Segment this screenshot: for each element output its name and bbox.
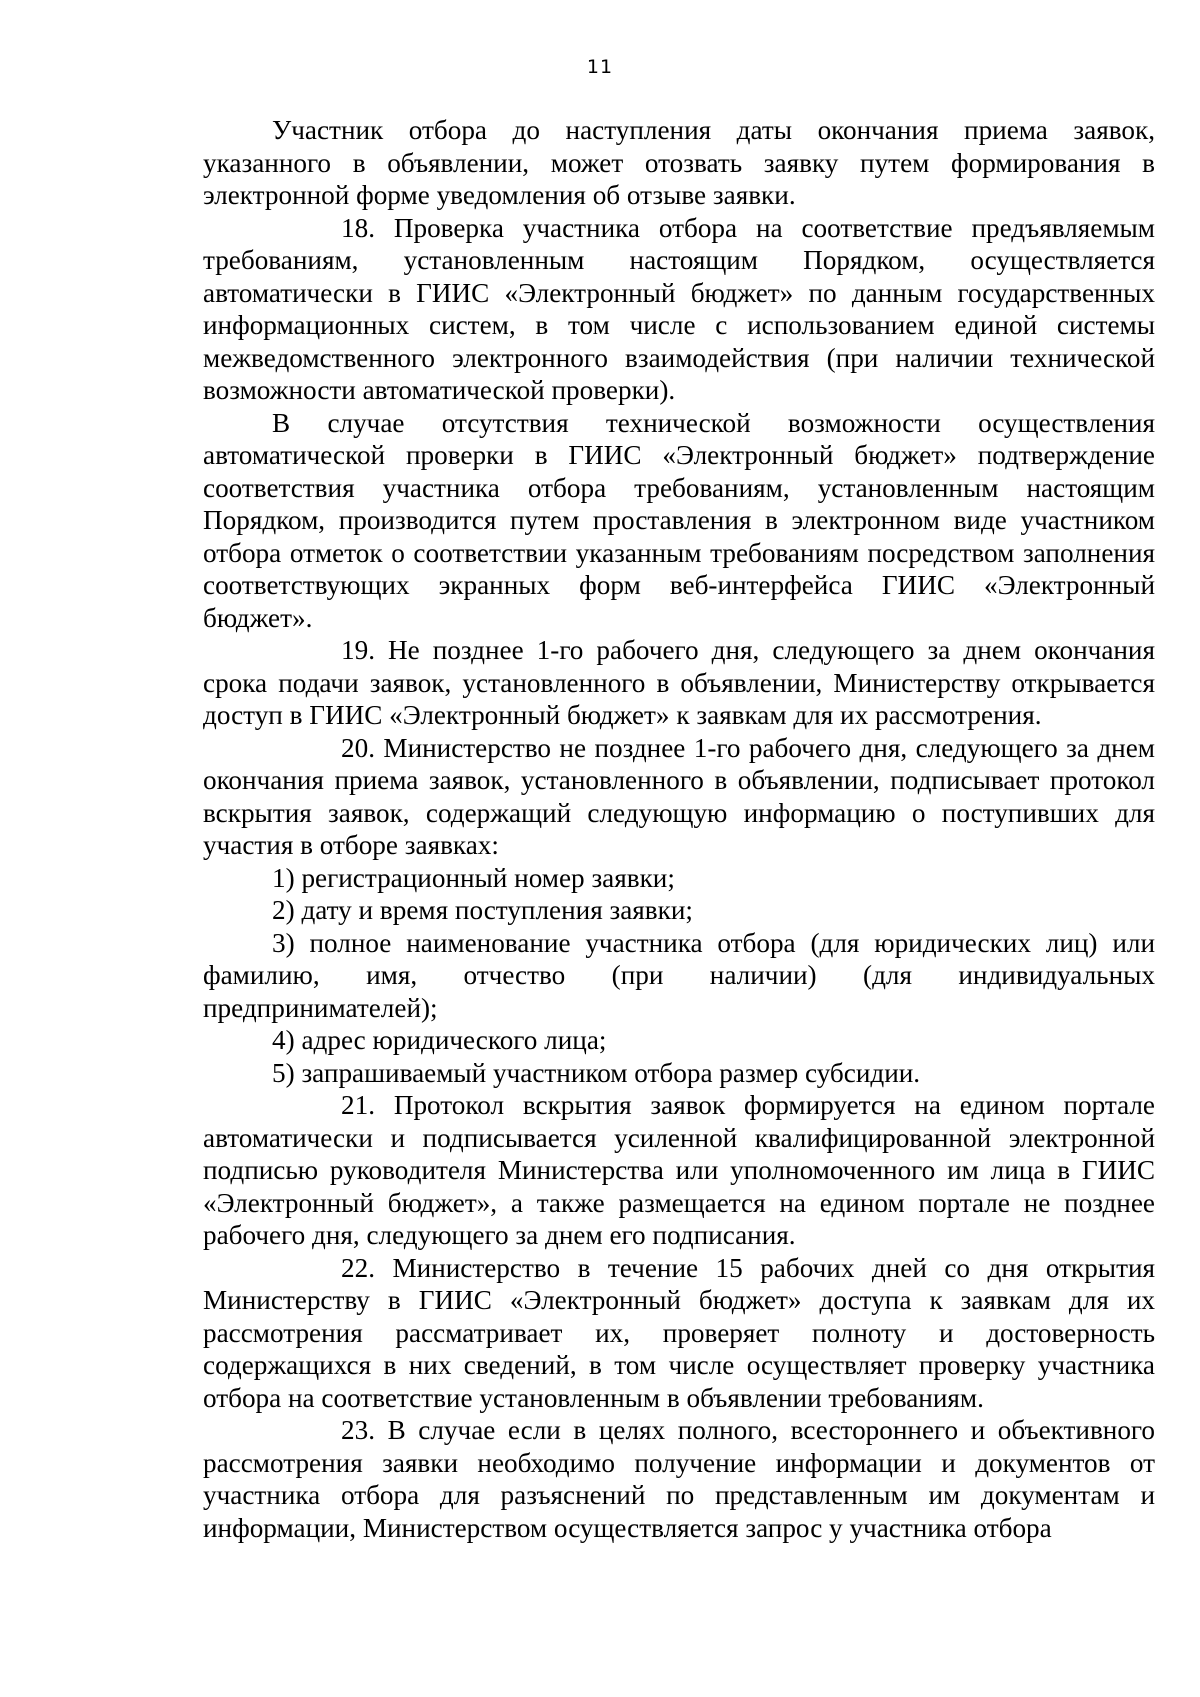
paragraph-text: Министерство не позднее 1-го рабочего дня, следующего за днем окончания приема заявок, установленного в объявлении, подписывает протокол вскрытия заявок, содержащий следующую информацию о поступивших для участия в отборе заявках: — [203, 732, 1155, 860]
paragraph-text: В случае если в целях полного, всестороннего и объективного рассмотрения заявки необходимо получение информации и документов от участника отбора для разъяснений по представленным им документам и информации, Министерством осуществляется запрос у участника отбора — [203, 1415, 1156, 1543]
list-item-text: 2) дату и время поступления заявки; — [272, 895, 693, 925]
list-item — [203, 894, 1155, 927]
paragraph — [203, 634, 1155, 732]
paragraph-text: Проверка участника отбора на соответствие предъявляемым требованиям, установленным настоящим Порядком, осуществляется автоматически в ГИИС «Электронный бюджет» по данным государственных информационных систем, в том числе с использованием единой системы межведомственного электронного взаимодействия (при наличии технической возможности автоматической проверки). — [203, 212, 1155, 405]
document-body — [203, 114, 1155, 1544]
list-item-text: 5) запрашиваемый участником отбора размер субсидии. — [272, 1057, 921, 1088]
list-item — [203, 862, 1155, 895]
clause-number: 18. — [341, 212, 375, 243]
clause-number: 22. — [341, 1252, 375, 1283]
paragraph-text: Протокол вскрытия заявок формируется на едином портале автоматически и подписывается усиленной квалифицированной электронной подписью руководителя Министерства или уполномоченного им лица в ГИИС «Электронный бюджет», а также размещается на едином портале не позднее рабочего дня, следующего за днем его подписания. — [203, 1090, 1156, 1250]
clause-number: 19. — [341, 635, 375, 665]
list-item-text: 1) регистрационный номер заявки; — [272, 862, 675, 893]
paragraph — [203, 212, 1155, 407]
paragraph — [203, 1089, 1155, 1252]
paragraph — [203, 1252, 1155, 1415]
paragraph-text: В случае отсутствия технической возможности осуществления автоматической проверки в ГИИС «Электронный бюджет» подтверждение соответствия участника отбора требованиям, установленным настоящим Порядком, производится путем проставления в электронном виде участником отбора отметок о соответствии указанным требованиям посредством заполнения соответствующих экранных форм веб-интерфейса ГИИС «Электронный бюджет». — [203, 407, 1155, 633]
clause-number: 20. — [341, 732, 375, 763]
paragraph — [203, 407, 1155, 635]
paragraph-text: Министерство в течение 15 рабочих дней со дня открытия Министерству в ГИИС «Электронный бюджет» доступа к заявкам для их рассмотрения рассматривает их, проверяет полноту и достоверность содержащихся в них сведений, в том числе осуществляет проверку участника отбора на соответствие установленным в объявлении требованиям. — [203, 1252, 1155, 1413]
list-item-text: 3) полное наименование участника отбора (для юридических лиц) или фамилию, имя, отчество (при наличии) (для индивидуальных предпринимателей); — [203, 927, 1155, 1023]
paragraph-text: Участник отбора до наступления даты окончания приема заявок, указанного в объявлении, может отозвать заявку путем формирования в электронной форме уведомления об отзыве заявки. — [203, 115, 1155, 210]
paragraph — [203, 1414, 1155, 1544]
list-item — [203, 1024, 1155, 1057]
list-item-text: 4) адрес юридического лица; — [272, 1025, 607, 1055]
list-item — [203, 927, 1155, 1025]
list-item — [203, 1057, 1155, 1090]
clause-number: 21. — [341, 1090, 375, 1120]
paragraph — [203, 732, 1155, 862]
page-number: 11 — [586, 56, 614, 78]
clause-number: 23. — [341, 1415, 375, 1445]
paragraph — [203, 114, 1155, 212]
paragraph-text: Не позднее 1-го рабочего дня, следующего за днем окончания срока подачи заявок, установленного в объявлении, Министерству открывается доступ в ГИИС «Электронный бюджет» к заявкам для их рассмотрения. — [203, 635, 1155, 730]
